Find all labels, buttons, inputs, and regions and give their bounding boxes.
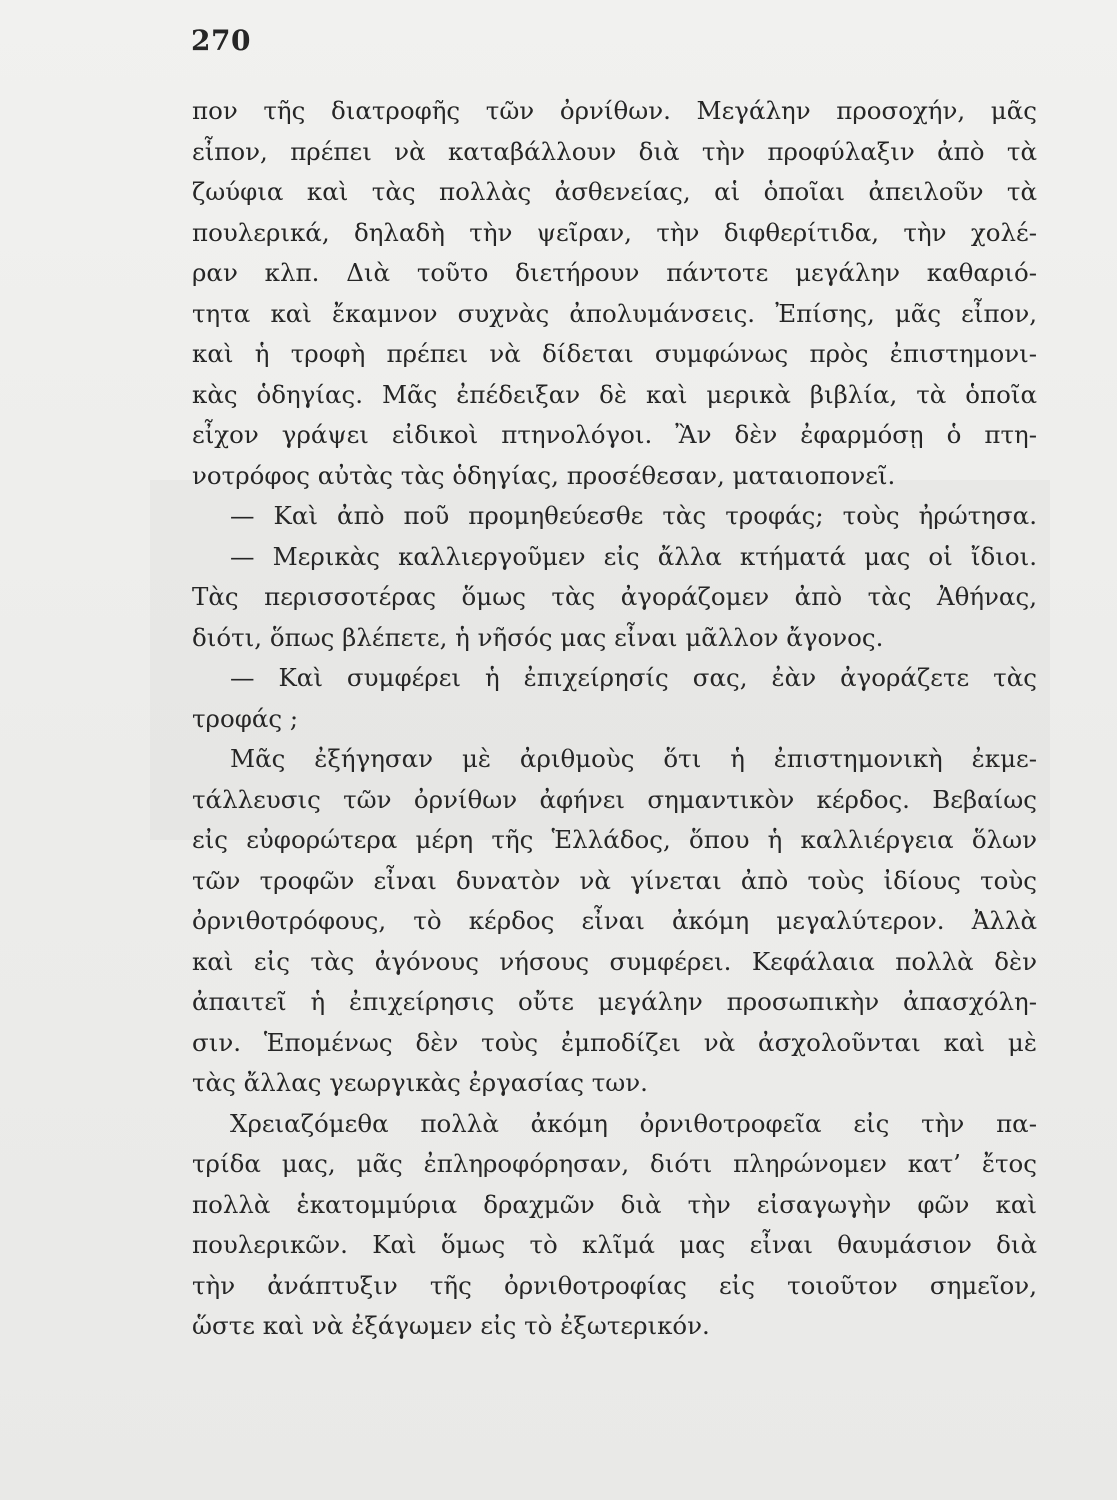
text-line: τῶν τροφῶν εἶναι δυνατὸν νὰ γίνεται ἀπὸ τοὺς ἰδίους τοὺς — [192, 865, 1037, 895]
text-line: πουλερικῶν. Καὶ ὅμως τὸ κλῖμά μας εἶναι θαυμάσιον διὰ — [192, 1230, 1037, 1259]
text-line: πουλερικά, δηλαδὴ τὴν ψεῖραν, τὴν διφθερίτιδα, τὴν χολέ- — [192, 217, 1037, 247]
text-line: νοτρόφος αὐτὰς τὰς ὁδηγίας, προσέθεσαν, ματαιοπονεῖ. — [192, 460, 896, 490]
text-line: — Μερικὰς καλλιεργοῦμεν εἰς ἄλλα κτήματά μας οἱ ἴδιοι. — [230, 541, 1037, 571]
text-line: καὶ εἰς τὰς ἀγόνους νήσους συμφέρει. Κεφάλαια πολλὰ δὲν — [192, 946, 1037, 976]
text-line: καὶ ἡ τροφὴ πρέπει νὰ δίδεται συμφώνως πρὸς ἐπιστημονι- — [192, 339, 1037, 368]
text-line: κὰς ὁδηγίας. Μᾶς ἐπέδειξαν δὲ καὶ μερικὰ βιβλία, τὰ ὁποῖα — [192, 379, 1037, 409]
text-line: εἰς εὐφορώτερα μέρη τῆς Ἑλλάδος, ὅπου ἡ καλλιέργεια ὅλων — [192, 825, 1037, 854]
text-line: τροφάς ; — [192, 703, 299, 733]
text-line: ραν κλπ. Διὰ τοῦτο διετήρουν πάντοτε μεγάλην καθαριό- — [192, 258, 1037, 287]
text-line: ὥστε καὶ νὰ ἐξάγωμεν εἰς τὸ ἐξωτερικόν. — [192, 1311, 710, 1340]
text-line: τρίδα μας, μᾶς ἐπληροφόρησαν, διότι πληρώνομεν κατ’ ἔτος — [192, 1149, 1037, 1178]
text-line: τὰς ἄλλας γεωργικὰς ἐργασίας των. — [192, 1068, 648, 1097]
text-line: εἶπον, πρέπει νὰ καταβάλλουν διὰ τὴν προφύλαξιν ἀπὸ τὰ — [192, 136, 1037, 166]
text-line: σιν. Ἑπομένως δὲν τοὺς ἐμποδίζει νὰ ἀσχολοῦνται καὶ μὲ — [192, 1027, 1037, 1057]
text-line: Τὰς περισσοτέρας ὅμως τὰς ἀγοράζομεν ἀπὸ τὰς Ἀθήνας, — [192, 582, 1037, 611]
text-line: — Καὶ συμφέρει ἡ ἐπιχείρησίς σας, ἐὰν ἀγοράζετε τὰς — [230, 663, 1037, 692]
text-line: τὴν ἀνάπτυξιν τῆς ὀρνιθοτροφίας εἰς τοιοῦτον σημεῖον, — [192, 1270, 1037, 1300]
text-line: Χρειαζόμεθα πολλὰ ἀκόμη ὀρνιθοτροφεῖα εἰς τὴν πα- — [230, 1108, 1037, 1138]
text-line: ἀπαιτεῖ ἡ ἐπιχείρησις οὔτε μεγάλην προσωπικὴν ἀπασχόλη- — [192, 987, 1037, 1016]
text-line: ζωύφια καὶ τὰς πολλὰς ἀσθενείας, αἱ ὁποῖαι ἀπειλοῦν τὰ — [192, 177, 1037, 206]
text-line: πον τῆς διατροφῆς τῶν ὀρνίθων. Μεγάλην προσοχήν, μᾶς — [192, 96, 1037, 125]
text-line: εἶχον γράψει εἰδικοὶ πτηνολόγοι. Ἂν δὲν ἐφαρμόσῃ ὁ πτη- — [192, 420, 1037, 449]
text-line: — Καὶ ἀπὸ ποῦ προμηθεύεσθε τὰς τροφάς; τοὺς ἠρώτησα. — [230, 501, 1037, 530]
text-line: τάλλευσις τῶν ὀρνίθων ἀφήνει σημαντικὸν κέρδος. Βεβαίως — [192, 784, 1037, 814]
text-line: τητα καὶ ἔκαμνον συχνὰς ἀπολυμάνσεις. Ἐπίσης, μᾶς εἶπον, — [192, 298, 1037, 328]
text-line: διότι, ὅπως βλέπετε, ἡ νῆσός μας εἶναι μᾶλλον ἄγονος. — [192, 622, 884, 652]
body-text — [192, 91, 1037, 1347]
text-line: πολλὰ ἑκατομμύρια δραχμῶν διὰ τὴν εἰσαγωγὴν φῶν καὶ — [192, 1189, 1037, 1219]
page-number: 270 — [191, 24, 251, 57]
text-line: ὀρνιθοτρόφους, τὸ κέρδος εἶναι ἀκόμη μεγαλύτερον. Ἀλλὰ — [192, 906, 1037, 935]
text-line: Μᾶς ἐξήγησαν μὲ ἀριθμοὺς ὅτι ἡ ἐπιστημονικὴ ἐκμε- — [230, 744, 1037, 773]
